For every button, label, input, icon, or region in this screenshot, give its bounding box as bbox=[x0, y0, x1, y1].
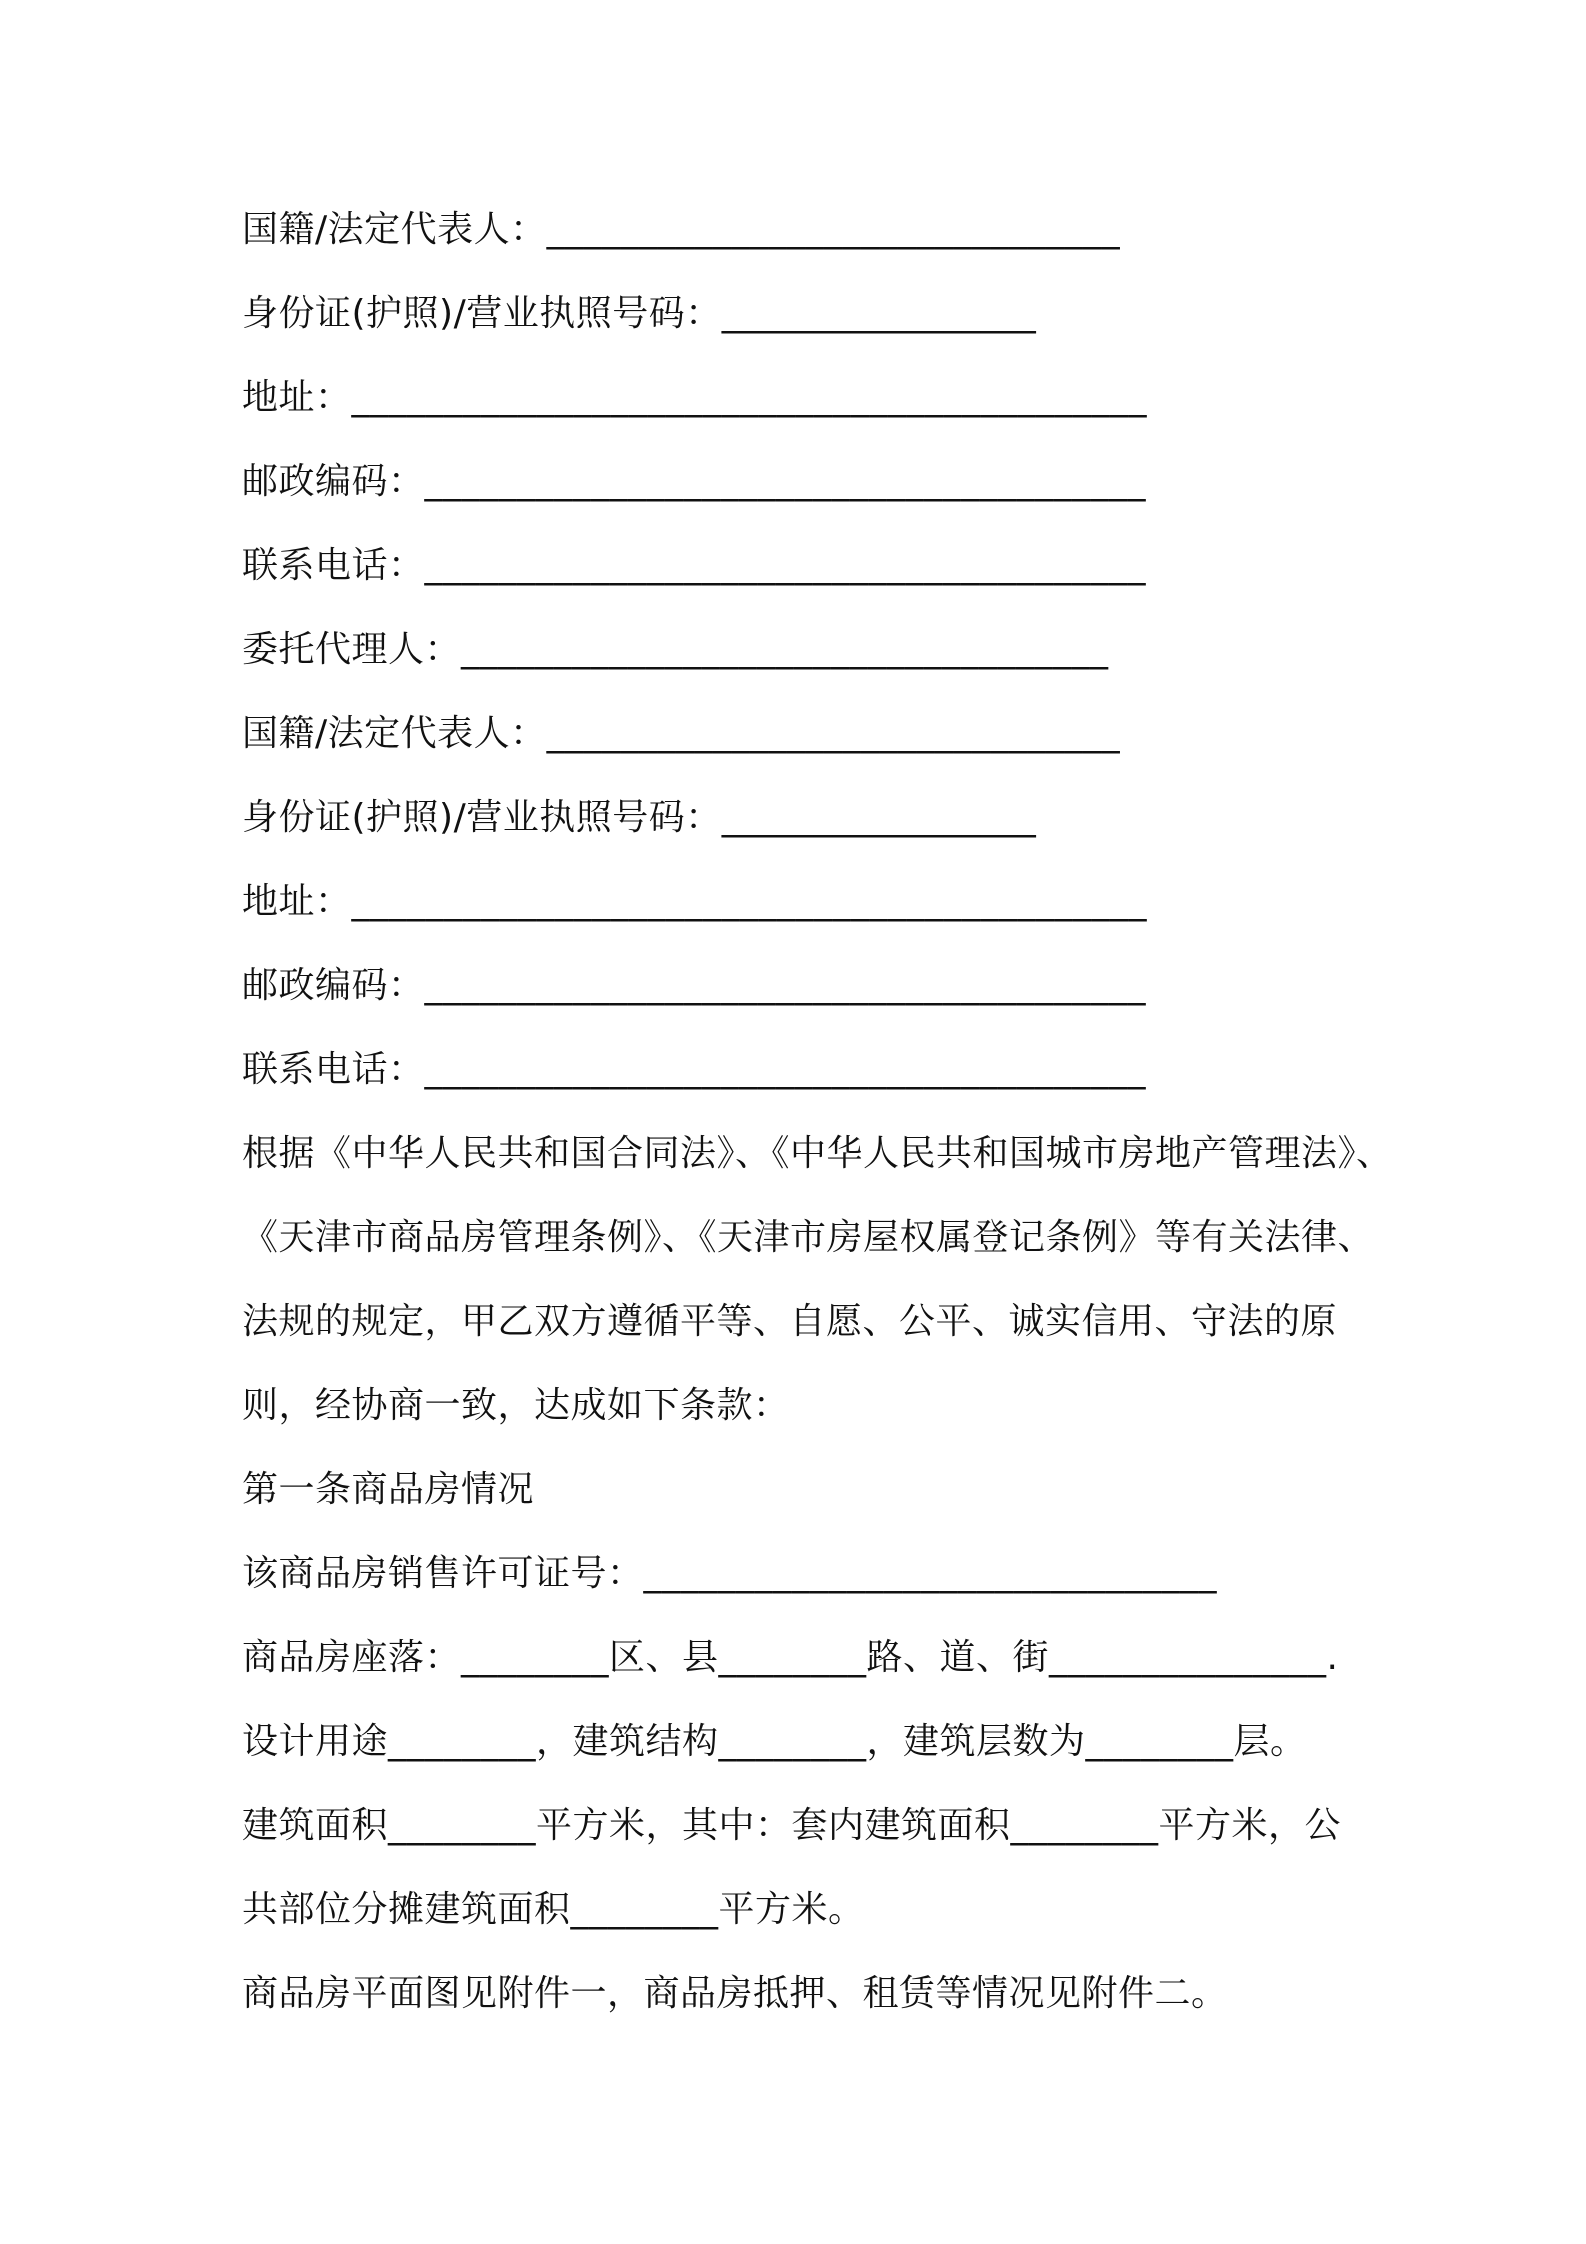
address-field-1: 地址：___________________________________________ bbox=[242, 377, 1148, 418]
attachments-note: 商品房平面图见附件一，商品房抵押、租赁等情况见附件二。 bbox=[242, 1973, 1228, 2014]
legal-basis-paragraph-line-2: 《天津市商品房管理条例》、《天津市房屋权属登记条例》等有关法律、 bbox=[242, 1217, 1375, 1258]
sales-permit-number-field: 该商品房销售许可证号：_______________________________ bbox=[242, 1553, 1218, 1594]
article-one-heading: 第一条商品房情况 bbox=[242, 1469, 535, 1510]
property-location-field: 商品房座落：________区、县________路、道、街_______________. bbox=[242, 1637, 1339, 1678]
building-area-field-line-2: 共部位分摊建筑面积________平方米。 bbox=[242, 1889, 865, 1930]
postal-code-field-2: 邮政编码：_______________________________________ bbox=[242, 965, 1147, 1006]
legal-basis-paragraph-line-4: 则，经协商一致，达成如下条款： bbox=[242, 1385, 790, 1426]
postal-code-field-1: 邮政编码：_______________________________________ bbox=[242, 461, 1147, 502]
building-area-field-line-1: 建筑面积________平方米，其中：套内建筑面积________平方米，公 bbox=[242, 1805, 1342, 1846]
nationality-legal-rep-field-1: 国籍/法定代表人：_______________________________ bbox=[242, 209, 1121, 250]
phone-field-2: 联系电话：_______________________________________ bbox=[242, 1049, 1147, 1090]
id-license-number-field-2: 身份证(护照)/营业执照号码：_________________ bbox=[242, 797, 1037, 838]
legal-basis-paragraph-line-1: 根据《中华人民共和国合同法》、《中华人民共和国城市房地产管理法》、 bbox=[242, 1133, 1393, 1174]
id-license-number-field-1: 身份证(护照)/营业执照号码：_________________ bbox=[242, 293, 1037, 334]
nationality-legal-rep-field-2: 国籍/法定代表人：_______________________________ bbox=[242, 713, 1121, 754]
agent-field: 委托代理人：___________________________________ bbox=[242, 629, 1109, 670]
legal-basis-paragraph-line-3: 法规的规定，甲乙双方遵循平等、自愿、公平、诚实信用、守法的原 bbox=[242, 1301, 1338, 1342]
phone-field-1: 联系电话：_______________________________________ bbox=[242, 545, 1147, 586]
address-field-2: 地址：___________________________________________ bbox=[242, 881, 1148, 922]
design-structure-floors-field: 设计用途________，建筑结构________，建筑层数为________层。 bbox=[242, 1721, 1307, 1762]
